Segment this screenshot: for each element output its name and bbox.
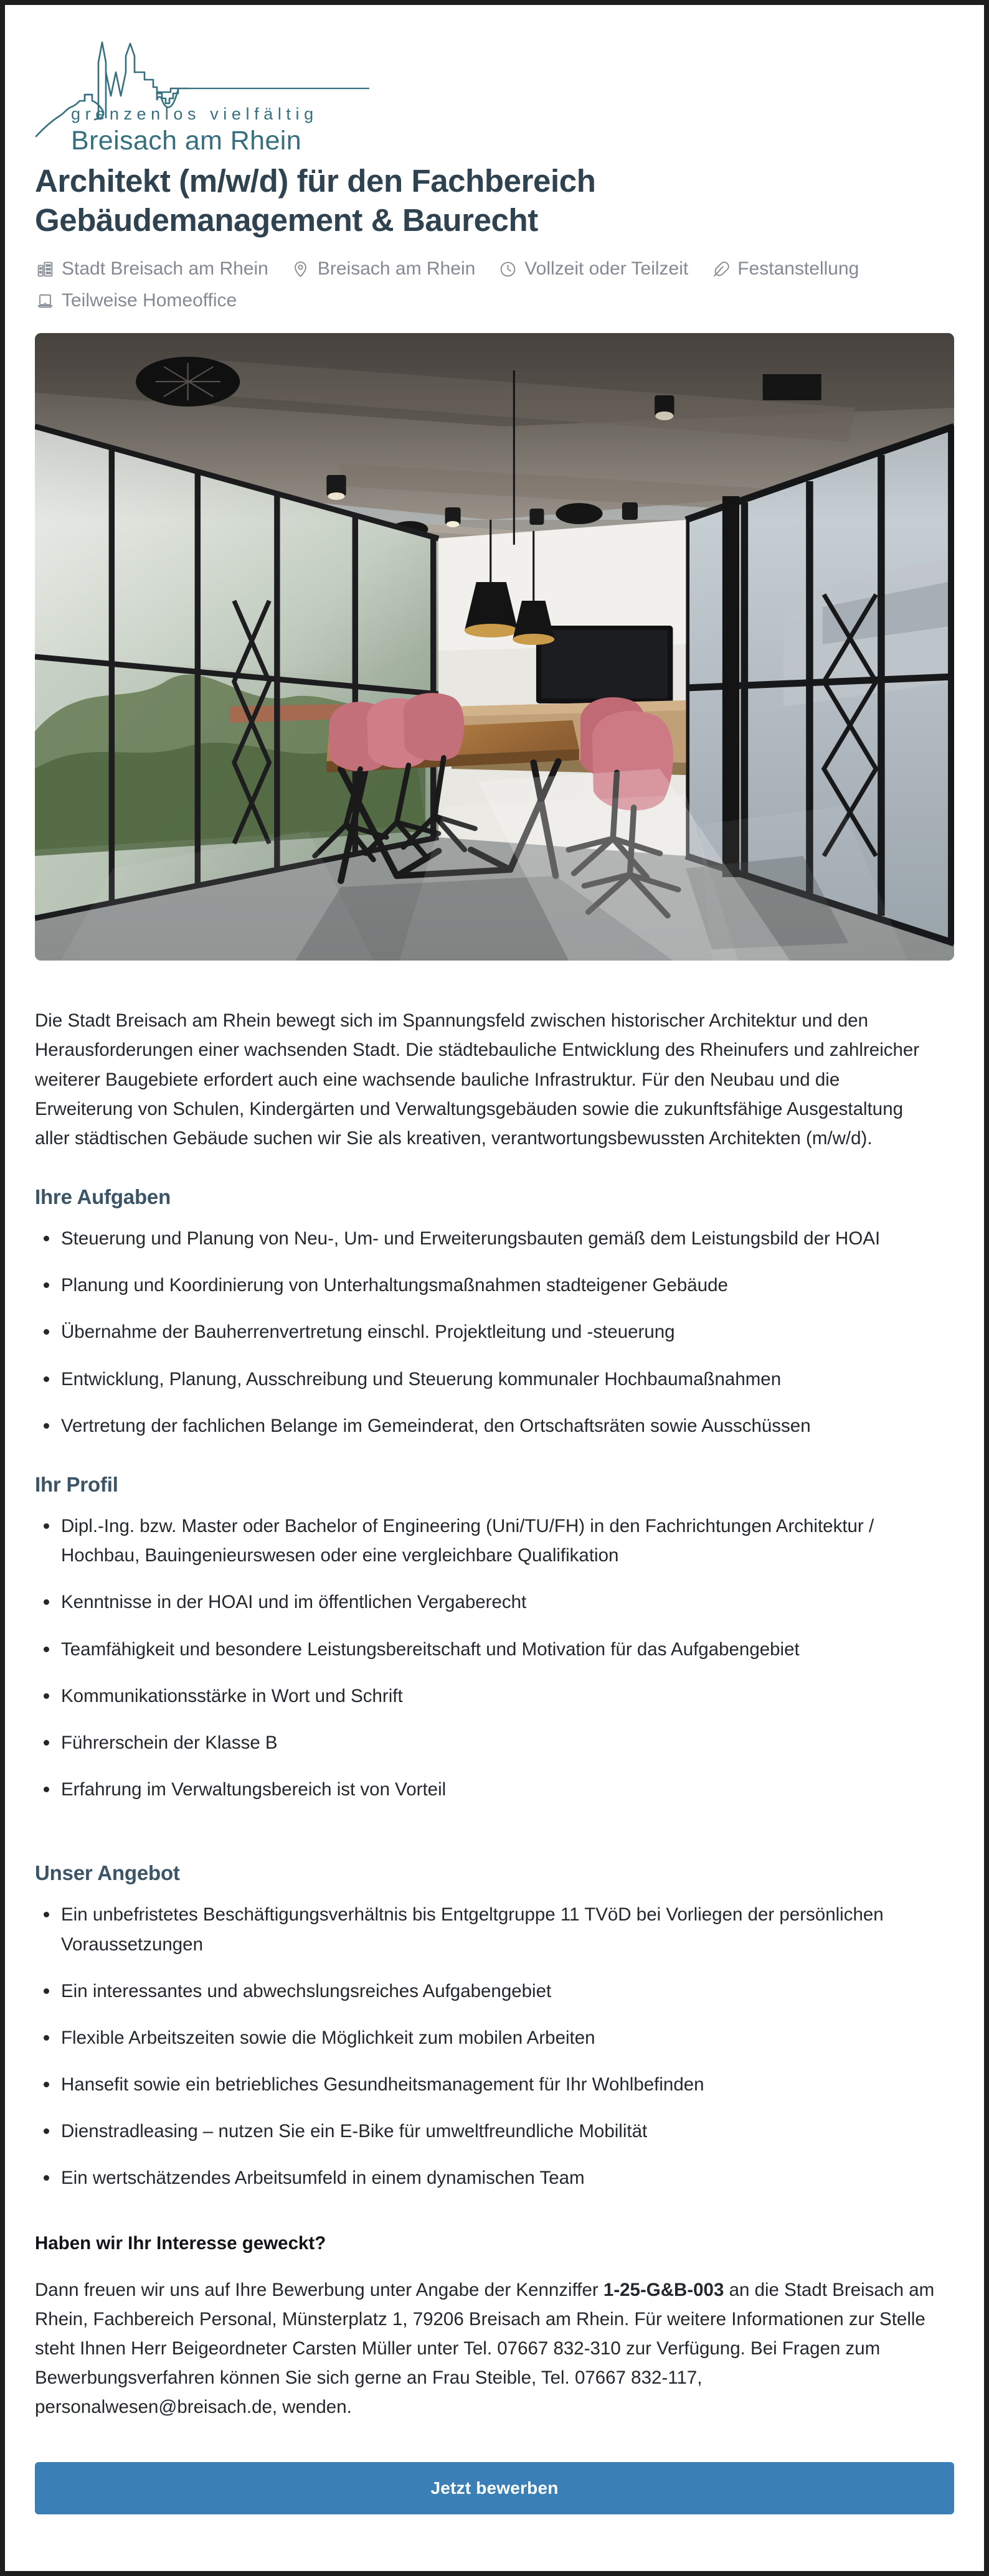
meta-label-homeoffice: Teilweise Homeoffice [62,290,237,311]
section-heading-aufgaben: Ihre Aufgaben [35,1185,171,1209]
closing-text-after: an die Stadt Breisach am Rhein, Fachbereich Personal, Münsterplatz 1, 79206 Breisach am Rhein. Für weitere Informationen zur Stelle steht Ihnen Herr Beigeordneter Carsten Müller unter Tel. 07667 832-310 zur Verfügung. Bei Fragen zum Bewerbungsverfahren können Sie sich gerne an Frau Steible, Tel. 07667 832-117, personalwesen@breisach.de, wenden. [35,2279,935,2418]
closing-paragraph [35,2275,935,2422]
laptop-icon [35,291,55,311]
list-item: Vertretung der fachlichen Belange im Gemeinderat, den Ortschaftsräten sowie Ausschüssen [35,1411,932,1441]
list-item: Flexible Arbeitszeiten sowie die Möglichkeit zum mobilen Arbeiten [35,2023,932,2052]
list-item: Dienstradleasing – nutzen Sie ein E-Bike für umweltfreundliche Mobilität [35,2117,932,2146]
meta-label-location: Breisach am Rhein [317,258,476,280]
list-aufgaben [35,1224,954,1441]
svg-text:Breisach am Rhein: Breisach am Rhein [71,126,302,152]
job-meta-row [35,256,944,314]
list-item: Dipl.-Ing. bzw. Master oder Bachelor of Engineering (Uni/TU/FH) in den Fachrichtungen Architektur / Hochbau, Bauingenieurswesen oder eine vergleichbare Qualifikation [35,1511,932,1570]
logo-area [5,5,984,152]
section-heading-angebot: Unser Angebot [35,1861,180,1885]
meta-item-location [291,256,475,283]
apply-button[interactable]: Jetzt bewerben [35,2462,954,2514]
list-angebot [35,1900,954,2193]
list-item: Teamfähigkeit und besondere Leistungsbereitschaft und Motivation für das Aufgabengebiet [35,1635,932,1664]
list-item: Steuerung und Planung von Neu-, Um- und Erweiterungsbauten gemäß dem Leistungsbild der HOAI [35,1224,932,1253]
list-item: Erfahrung im Verwaltungsbereich ist von Vorteil [35,1775,932,1804]
closing-heading: Haben wir Ihr Interesse geweckt? [35,2232,326,2254]
feather-icon [711,260,731,280]
list-item: Übernahme der Bauherrenvertretung einschl. Projektleitung und -steuerung [35,1317,932,1347]
list-item: Kenntnisse in der HOAI und im öffentlichen Vergaberecht [35,1587,932,1617]
list-item: Hansefit sowie ein betriebliches Gesundheitsmanagement für Ihr Wohlbefinden [35,2070,932,2099]
section-heading-profil: Ihr Profil [35,1473,118,1496]
closing-text-before: Dann freuen wir uns auf Ihre Bewerbung unter Angabe der Kennziffer [35,2279,603,2300]
list-item: Führerschein der Klasse B [35,1728,932,1757]
meta-item-employer [35,256,268,283]
list-item: Kommunikationsstärke in Wort und Schrift [35,1681,932,1711]
list-item: Ein unbefristetes Beschäftigungsverhältnis bis Entgeltgruppe 11 TVöD bei Vorliegen der persönlichen Voraussetzungen [35,1900,932,1958]
job-reference-number: 1-25-G&B-003 [603,2279,724,2300]
hero-image [35,333,954,961]
meta-label-employer: Stadt Breisach am Rhein [62,258,268,280]
meta-item-worktime [498,256,688,283]
meta-label-worktime: Vollzeit oder Teilzeit [524,258,689,280]
list-profil [35,1511,954,1804]
list-item: Ein interessantes und abwechslungsreiches Aufgabengebiet [35,1977,932,2006]
svg-text:grenzenlos vielfältig: grenzenlos vielfältig [71,105,318,123]
job-content [35,961,954,2514]
meta-item-contract [711,256,859,283]
building-icon [35,260,55,280]
map-pin-icon [291,260,311,280]
list-item: Ein wertschätzendes Arbeitsumfeld in einem dynamischen Team [35,2163,932,2193]
list-item: Entwicklung, Planung, Ausschreibung und Steuerung kommunaler Hochbaumaßnahmen [35,1365,932,1394]
intro-paragraph: Die Stadt Breisach am Rhein bewegt sich im Spannungsfeld zwischen historischer Architektur und den Herausforderungen einer wachsenden Stadt. Die städtebauliche Entwicklung des Rheinufers und zahlreicher weiterer Baugebiete erfordert auch eine wachsende bauliche Infrastruktur. Für den Neubau und die Erweiterung von Schulen, Kindergärten und Verwaltungsgebäuden sowie die zukunftsfähige Ausgestaltung aller städtischen Gebäude suchen wir Sie als kreativen, verantwortungsbewussten Architekten (m/w/d). [35,1010,920,1149]
city-logo [35,34,371,152]
meta-item-homeoffice [35,288,237,314]
page-title: Architekt (m/w/d) für den Fachbereich Gebäudemanagement & Baurecht [35,163,596,238]
clock-icon [498,260,518,280]
meta-label-contract: Festanstellung [737,258,859,280]
list-item: Planung und Koordinierung von Unterhaltungsmaßnahmen stadteigener Gebäude [35,1271,932,1300]
